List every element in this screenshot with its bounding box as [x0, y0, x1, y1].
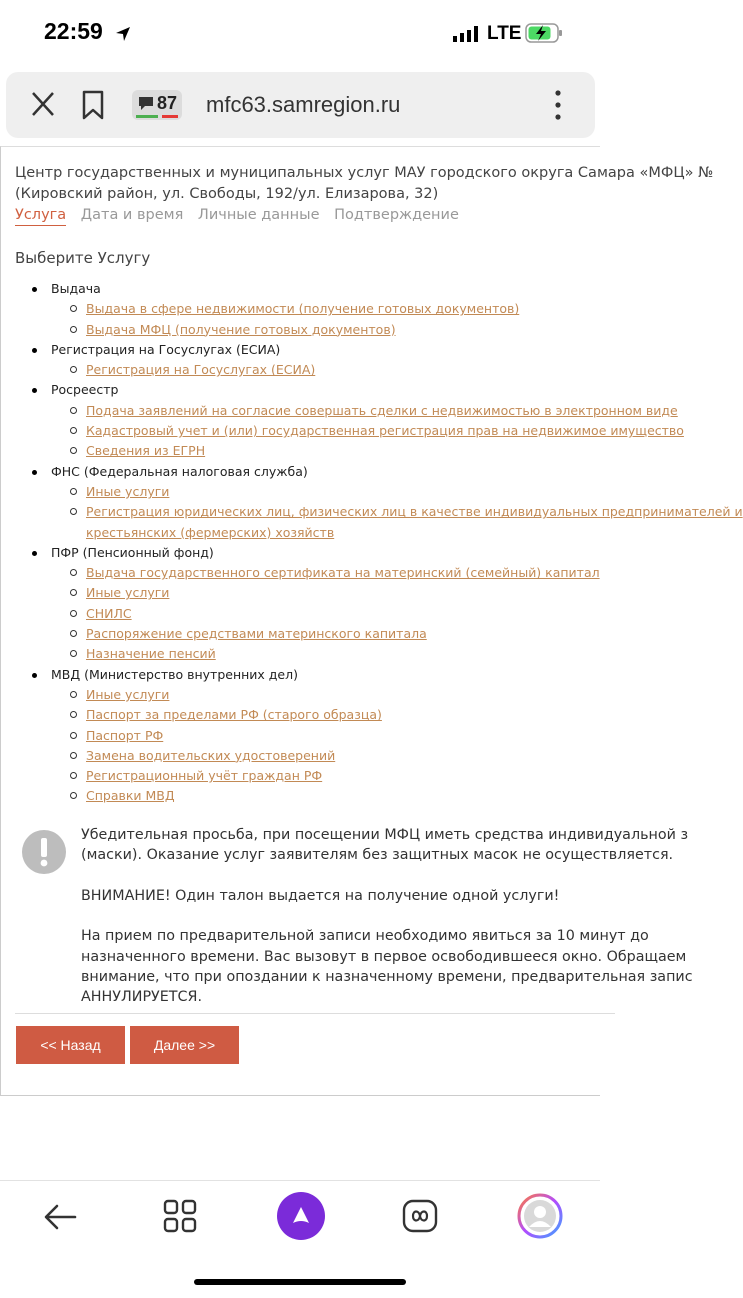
service-link[interactable]: Иные услуги: [86, 482, 615, 502]
service-link[interactable]: Иные услуги: [86, 583, 615, 603]
category-item: ПФР (Пенсионный фонд) Выдача государственного сертификата на материнский (семейный) капитал Иные услуги СНИЛС Распоряжение средствами материнского капитала Назначение пенсий: [35, 543, 615, 665]
status-bar: [0, 0, 600, 66]
rating-positive-bar: [136, 115, 158, 118]
service-link[interactable]: Выдача МФЦ (получение готовых документов): [86, 320, 615, 340]
step-date-time[interactable]: Дата и время: [80, 207, 184, 223]
category-item: Росреестр Подача заявлений на согласие совершать сделки с недвижимостью в электронном виде Кадастровый учет и (или) государственная регистрация прав на недвижимое имущество Сведения из ЕГРН: [35, 380, 615, 461]
bookmark-icon[interactable]: [80, 89, 106, 121]
tabs-grid-icon[interactable]: [163, 1199, 197, 1233]
step-personal-data[interactable]: Личные данные: [197, 207, 320, 223]
service-link[interactable]: Кадастровый учет и (или) государственная регистрация прав на недвижимое имущество: [86, 421, 615, 441]
service-category-list: [35, 279, 743, 807]
notice-block: [19, 825, 693, 1015]
service-link[interactable]: Сведения из ЕГРН: [86, 441, 615, 461]
section-heading: Выберите Услугу: [15, 249, 151, 267]
service-link[interactable]: Регистрация юридических лиц, физических лиц в качестве индивидуальных предпринимателей и: [86, 502, 615, 522]
service-link-continuation[interactable]: крестьянских (фермерских) хозяйств: [86, 524, 335, 540]
back-arrow-icon[interactable]: [42, 1202, 78, 1232]
location-arrow-icon: [114, 25, 132, 43]
close-icon[interactable]: [30, 89, 56, 119]
service-link[interactable]: Справки МВД: [86, 786, 615, 806]
service-link[interactable]: СНИЛС: [86, 604, 615, 624]
category-item: Регистрация на Госуслугах (ЕСИА) Регистрация на Госуслугах (ЕСИА): [35, 340, 615, 381]
category-item: МВД (Министерство внутренних дел) Иные услуги Паспорт за пределами РФ (старого образца) Паспорт РФ Замена водительских удостоверений Регистрационный учёт граждан РФ Справки МВД: [35, 665, 615, 807]
alice-assistant-icon[interactable]: [276, 1191, 326, 1241]
divider: [15, 1013, 615, 1014]
service-link[interactable]: Выдача государственного сертификата на материнский (семейный) капитал: [86, 563, 615, 583]
comment-icon: [137, 95, 155, 112]
exclamation-icon: [21, 829, 67, 875]
service-link[interactable]: Подача заявлений на согласие совершать сделки с недвижимостью в электронном виде: [86, 401, 615, 421]
more-menu-icon[interactable]: [550, 88, 566, 122]
service-link[interactable]: Выдача в сфере недвижимости (получение готовых документов): [86, 299, 615, 319]
notice-text: Убедительная просьба, при посещении МФЦ иметь средства индивидуальной з (маски). Оказание услуг заявителям без защитных масок не осуществляется. ВНИМАНИЕ! Один талон выдается на получение одной услуги! На прием по предварительной записи необходимо явиться за 10 минут до назначенного времени. Вас вызовут в первое освободившееся окно. Обращаем внимание, что при опоздании к назначенному времени, предварительная запис АННУЛИРУЕТСЯ.: [81, 827, 693, 1006]
service-link[interactable]: Паспорт за пределами РФ (старого образца): [86, 705, 615, 725]
home-indicator: [194, 1279, 406, 1285]
url-text[interactable]: mfc63.samregion.ru: [206, 92, 401, 117]
step-service[interactable]: Услуга: [15, 207, 66, 226]
wizard-steps: [15, 207, 469, 223]
page-title: Центр государственных и муниципальных услуг МАУ городского округа Самара «МФЦ» № (Кировский район, ул. Свободы, 192/ул. Елизарова, 32): [15, 165, 714, 202]
service-link[interactable]: Иные услуги: [86, 685, 615, 705]
service-link[interactable]: Регистрационный учёт граждан РФ: [86, 766, 615, 786]
service-link[interactable]: Распоряжение средствами материнского капитала: [86, 624, 615, 644]
step-confirmation[interactable]: Подтверждение: [334, 207, 459, 223]
clock: 22:59: [44, 18, 103, 44]
service-link[interactable]: Паспорт РФ: [86, 726, 615, 746]
tabs-count: 87: [157, 93, 178, 113]
category-item: Выдача Выдача в сфере недвижимости (получение готовых документов) Выдача МФЦ (получение готовых документов): [35, 279, 615, 340]
signal-icon: [453, 26, 479, 42]
service-link[interactable]: Замена водительских удостоверений: [86, 746, 615, 766]
service-link[interactable]: Назначение пенсий: [86, 644, 615, 664]
tabs-counter-button[interactable]: [132, 90, 182, 120]
next-button[interactable]: Далее >>: [130, 1026, 239, 1064]
rating-negative-bar: [162, 115, 178, 118]
service-link[interactable]: Регистрация на Госуслугах (ЕСИА): [86, 360, 615, 380]
network-type: LTE: [487, 23, 522, 44]
browser-address-bar: [6, 72, 595, 138]
infinity-icon[interactable]: [402, 1199, 438, 1233]
web-page: [0, 146, 743, 1096]
category-item: ФНС (Федеральная налоговая служба) Иные услуги Регистрация юридических лиц, физических лиц в качестве индивидуальных предпринимателей и крестьянских (фермерских) хозяйств: [35, 462, 615, 543]
profile-avatar-icon[interactable]: [517, 1193, 563, 1239]
back-button[interactable]: << Назад: [16, 1026, 125, 1064]
battery-charging-icon: [525, 22, 563, 44]
